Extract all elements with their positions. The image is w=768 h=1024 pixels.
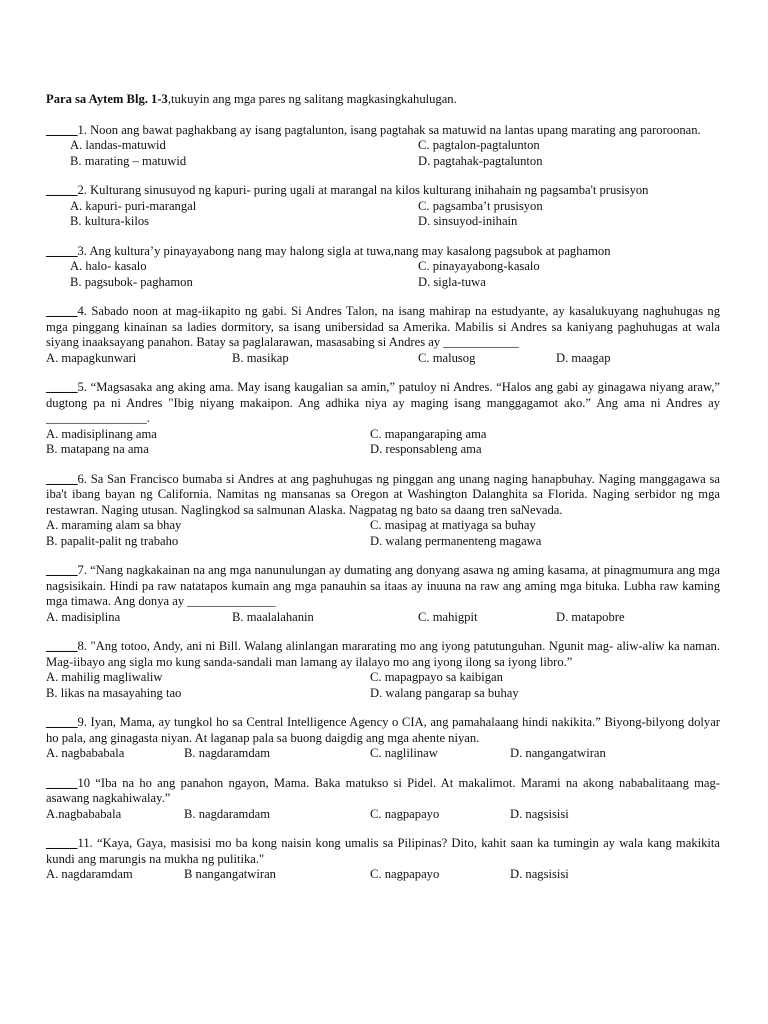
question-2: [46, 183, 720, 230]
answer-options: [46, 867, 720, 883]
question-stem: [46, 244, 720, 260]
option-c: C. masipag at matiyaga sa buhay: [370, 518, 536, 532]
option-c: C. pagsamba’t prusisyon: [418, 198, 543, 213]
answer-options: [46, 138, 720, 169]
option-d: D. nangangatwiran: [510, 746, 606, 760]
question-stem: [46, 776, 720, 807]
question-6: [46, 472, 720, 550]
option-a: A.nagbababala: [46, 806, 122, 821]
answer-options: [46, 670, 720, 701]
question-1: [46, 123, 720, 170]
option-d: D. responsableng ama: [370, 442, 482, 456]
option-b: B. marating – matuwid: [70, 153, 187, 168]
option-a: A. kapuri- puri-marangal: [70, 198, 197, 213]
answer-blank: _____: [46, 471, 78, 486]
question-number: 2.: [77, 183, 87, 197]
option-c: C. mahigpit: [418, 609, 478, 624]
question-number: 10: [77, 775, 91, 790]
answer-options: [46, 610, 720, 626]
instructions-heading: Para sa Aytem Blg. 1-3: [46, 92, 168, 106]
question-text: Ang kultura’y pinayayabong nang may halong sigla at tuwa,nang may kasalong pagsubok at paghamon: [86, 243, 611, 258]
option-d: D. nagsisisi: [510, 867, 569, 881]
option-a: A. landas-matuwid: [70, 138, 166, 152]
question-text: Sa San Francisco bumaba si Andres at ang paghuhugas ng pinggan ang unang naging hanapbuhay. Naging manggagawa sa iba't ibang bayan ng California. Namitas ng mansanas sa Oregon at Washington Dalanghita sa Florida. Naging serbidor ng mga restawran. Naging utusan. Naglingkod sa salmunan Alaska. Nagpatag ng bato sa daang tren saNevada.: [46, 471, 720, 517]
answer-blank: _____: [46, 715, 78, 729]
answer-blank: _____: [46, 639, 78, 653]
question-stem: [46, 304, 720, 351]
question-stem: [46, 183, 720, 199]
question-number: 3.: [77, 243, 87, 258]
option-b: B. nagdaramdam: [184, 746, 271, 760]
question-number: 5.: [77, 380, 87, 394]
option-b: B. pagsubok- paghamon: [70, 274, 193, 289]
option-c: C. nagpapayo: [370, 867, 440, 881]
option-c: C. mapagpayo sa kaibigan: [370, 670, 503, 684]
option-c: C. malusog: [418, 350, 476, 365]
option-d: D. maagap: [556, 350, 611, 365]
answer-blank: _____: [46, 836, 78, 850]
question-4: [46, 304, 720, 366]
question-stem: [46, 563, 720, 610]
quiz-page: [46, 92, 720, 897]
option-b: B. likas na masayahing tao: [46, 685, 182, 700]
option-a: A. nagdaramdam: [46, 867, 133, 881]
option-c: C. pinayayabong-kasalo: [418, 259, 540, 273]
option-b: B nangangatwiran: [184, 867, 276, 881]
option-c: C. nagpapayo: [370, 806, 440, 821]
question-text: Kulturang sinusuyod ng kapuri- puring ugali at marangal na kilos kulturang inihahain ng pagsamba't prusisyon: [86, 183, 649, 197]
option-d: D. sigla-tuwa: [418, 274, 486, 289]
answer-options: [46, 746, 720, 762]
answer-blank: _____: [46, 304, 78, 318]
option-b: B. nagdaramdam: [184, 806, 271, 821]
answer-blank: _____: [46, 563, 78, 577]
question-stem: [46, 472, 720, 519]
question-number: 6.: [77, 471, 87, 486]
option-d: D. pagtahak-pagtalunton: [418, 153, 543, 168]
question-number: 1.: [77, 122, 87, 137]
option-b: B. matapang na ama: [46, 442, 149, 456]
answer-blank: _____: [46, 380, 78, 394]
question-stem: [46, 380, 720, 427]
option-d: D. matapobre: [556, 609, 625, 624]
answer-options: [46, 427, 720, 458]
answer-blank: _____: [46, 243, 78, 258]
option-b: B. papalit-palit ng trabaho: [46, 533, 179, 548]
option-d: D. walang pangarap sa buhay: [370, 685, 519, 700]
question-text: “Magsasaka ang aking ama. May isang kaugalian sa amin,” patuloy ni Andres. “Halos ang gabi ay ginagawa niyang araw,” dugtong pa ni Andres "Ibig niyang makaipon. Ang adhika niya ay maging isang manggagamot ako.” Ang ama ni Andres ay ________________.: [46, 380, 720, 425]
option-b: B. maalalahanin: [232, 609, 314, 624]
answer-options: [46, 351, 720, 367]
answer-blank: _____: [46, 775, 78, 790]
question-3: [46, 244, 720, 291]
question-text: Noon ang bawat paghakbang ay isang pagtalunton, isang pagtahak sa matuwid na lantas upang marating ang paroroonan.: [86, 122, 701, 137]
question-number: 8.: [77, 639, 87, 653]
option-d: D. walang permanenteng magawa: [370, 533, 542, 548]
question-text: Sabado noon at mag-iikapito ng gabi. Si Andres Talon, na isang mahirap na estudyante, ay kasalukuyang naghuhugas ng mga pinggang kinainan sa ladies dormitory, sa isang unibersidad sa Amerika. Mabilis si Andres sa kaniyang paghuhugas at wala siyang inaaksayang panahon. Batay sa paglalarawan, masasabing si Andres ay ____________: [46, 304, 720, 349]
option-a: A. mahilig magliwaliw: [46, 670, 163, 684]
answer-options: [46, 259, 720, 290]
option-a: A. madisiplinang ama: [46, 426, 157, 441]
question-5: [46, 380, 720, 458]
question-text: “Kaya, Gaya, masisisi mo ba kong naisin kong umalis sa Pilipinas? Dito, kahit saan ka tumingin ay wala kang makikita kundi ang marungis na mukha ng pulitika.": [46, 836, 720, 866]
question-11: [46, 836, 720, 883]
question-10: [46, 776, 720, 823]
question-stem: [46, 123, 720, 139]
answer-options: [46, 518, 720, 549]
option-b: B. masikap: [232, 350, 289, 365]
question-stem: [46, 836, 720, 867]
question-text: “Nang nagkakainan na ang mga nanunulungan ay dumating ang donyang asawa ng aming kasama, at pinagmumura ang mga nagsisikain. Hindi pa raw natatapos kumain ang mga panauhin sa itaas ay inuuna na raw ang aming mga bituka. Lubha raw kaming mga timawa. Ang donya ay ______________: [46, 563, 720, 608]
option-b: B. kultura-kilos: [70, 214, 150, 228]
answer-options: [46, 807, 720, 823]
question-text: Iyan, Mama, ay tungkol ho sa Central Intelligence Agency o CIA, ang pamahalaang hindi nakikita.” Biyong-bilyong dolyar ho pala, ang ginagasta niyan. At laganap pala sa buong daigdig ang mga ahente niyan.: [46, 715, 720, 745]
answer-blank: _____: [46, 183, 78, 197]
instructions: [46, 92, 720, 108]
question-8: [46, 639, 720, 701]
instructions-text: ,tukuyin ang mga pares ng salitang magkasingkahulugan.: [167, 92, 457, 106]
question-number: 11.: [77, 836, 93, 850]
option-a: A. mapagkunwari: [46, 350, 137, 365]
option-a: A. halo- kasalo: [70, 259, 147, 273]
option-c: C. naglilinaw: [370, 746, 438, 760]
question-number: 4.: [77, 304, 87, 318]
question-number: 9.: [77, 715, 87, 729]
option-d: D. sinsuyod-inihain: [418, 214, 518, 228]
answer-blank: _____: [46, 122, 78, 137]
option-c: C. pagtalon-pagtalunton: [418, 138, 540, 152]
option-c: C. mapangaraping ama: [370, 426, 487, 441]
question-text: "Ang totoo, Andy, ani ni Bill. Walang alinlangan mararating mo ang iyong patutunguhan. Ngunit mag- aliw-aliw ka naman. Mag-iibayo ang sigla mo kung sanda-sandali man lamang ay ilalayo mo ang iyong ilong sa iyong libro.”: [46, 639, 720, 669]
question-7: [46, 563, 720, 625]
question-9: [46, 715, 720, 762]
option-d: D. nagsisisi: [510, 806, 569, 821]
question-stem: [46, 639, 720, 670]
option-a: A. nagbababala: [46, 746, 125, 760]
question-number: 7.: [77, 563, 87, 577]
question-text: “Iba na ho ang panahon ngayon, Mama. Baka matukso si Pidel. At makalimot. Marami na akong nababalitaang mag-asawang nagkahiwalay.”: [46, 775, 720, 805]
answer-options: [46, 199, 720, 230]
option-a: A. maraming alam sa bhay: [46, 518, 182, 532]
option-a: A. madisiplina: [46, 609, 121, 624]
question-stem: [46, 715, 720, 746]
